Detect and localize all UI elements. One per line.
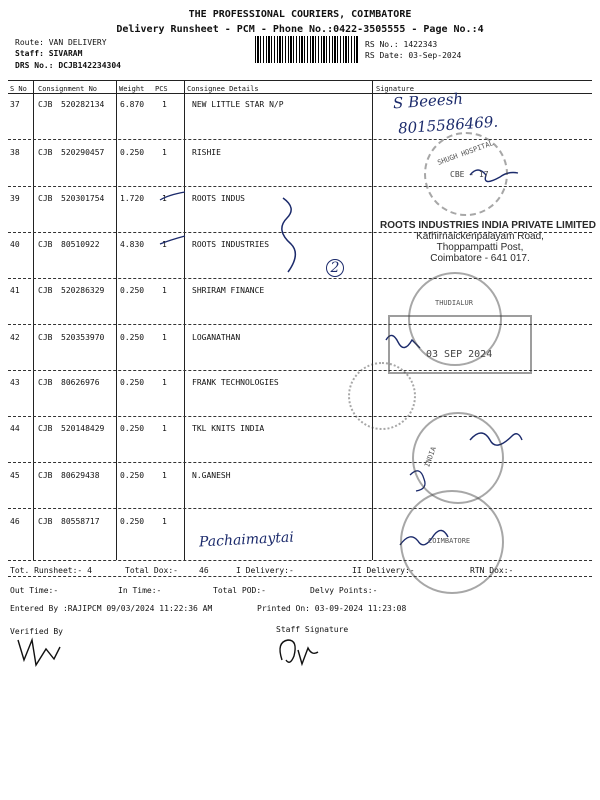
tot-runsheet: Tot. Runsheet:- 4 bbox=[10, 566, 92, 575]
row-consignee: ROOTS INDUS bbox=[192, 194, 245, 203]
hospital-stamp bbox=[424, 132, 508, 216]
row-consignment: 80558717 bbox=[61, 517, 100, 526]
row-weight: 0.250 bbox=[120, 517, 145, 526]
row-weight: 0.250 bbox=[120, 148, 145, 157]
row-consignee: LOGANATHAN bbox=[192, 333, 241, 342]
stamp-address-2: Thoppampatti Post, bbox=[436, 242, 524, 253]
handwritten-receiver: Pachaimaytai bbox=[198, 529, 295, 551]
stamp-address-3: Coimbatore - 641 017. bbox=[430, 253, 530, 264]
row-consignment: 520353970 bbox=[61, 333, 105, 342]
stamp-address-1: Kathirnaickenpalayam Road, bbox=[416, 231, 544, 242]
col-sno: S No bbox=[10, 85, 27, 93]
row-prefix: CJB bbox=[38, 240, 53, 249]
row-prefix: CJB bbox=[38, 471, 53, 480]
row-consignee: ROOTS INDUSTRIES bbox=[192, 240, 270, 249]
tick-mark bbox=[160, 192, 185, 200]
row-consignment: 520290457 bbox=[61, 148, 105, 157]
row-sno: 45 bbox=[10, 471, 20, 480]
route-label: Route: VAN DELIVERY bbox=[15, 38, 107, 47]
bracket-stroke bbox=[282, 198, 295, 272]
row-pcs: 1 bbox=[162, 471, 167, 480]
stamp-company: ROOTS INDUSTRIES INDIA PRIVATE LIMITED bbox=[380, 220, 596, 231]
row-sno: 38 bbox=[10, 148, 20, 157]
runsheet-title: Delivery Runsheet - PCM - Phone No.:0422-3505555 - Page No.:4 bbox=[116, 24, 484, 35]
row-consignment: 80626976 bbox=[61, 378, 100, 387]
row-prefix: CJB bbox=[38, 333, 53, 342]
row-pcs: 1 bbox=[162, 240, 167, 249]
stamp-cbe-text: CBE - 17 bbox=[450, 170, 489, 179]
coimbatore-stamp bbox=[400, 490, 504, 594]
delvy-points: Delvy Points:- bbox=[310, 586, 378, 595]
row-consignee: NEW LITTLE STAR N/P bbox=[192, 100, 284, 109]
drs-number: DRS No.: DCJB142234304 bbox=[15, 61, 121, 70]
row-consignee: RISHIE bbox=[192, 148, 221, 157]
staff-signature-label: Staff Signature bbox=[276, 625, 349, 634]
stamp-coimbatore-text: COIMBATORE bbox=[428, 537, 471, 545]
verifier-signature bbox=[18, 640, 60, 665]
row-consignment: 520148429 bbox=[61, 424, 105, 433]
row-sno: 39 bbox=[10, 194, 20, 203]
row-consignee: N.GANESH bbox=[192, 471, 231, 480]
row-weight: 0.250 bbox=[120, 333, 145, 342]
row-sno: 37 bbox=[10, 100, 20, 109]
row-pcs: 1 bbox=[162, 286, 167, 295]
ii-delivery: II Delivery:- bbox=[352, 566, 415, 575]
row-consignee: TKL KNITS INDIA bbox=[192, 424, 265, 433]
col-signature: Signature bbox=[376, 85, 414, 93]
row-pcs: 1 bbox=[162, 194, 167, 203]
printed-on: Printed On: 03-09-2024 11:23:08 bbox=[257, 604, 407, 613]
row-prefix: CJB bbox=[38, 286, 53, 295]
row-pcs: 1 bbox=[162, 517, 167, 526]
staff-label: Staff: SIVARAM bbox=[15, 49, 83, 58]
row-pcs: 1 bbox=[162, 100, 167, 109]
total-pod: Total POD:- bbox=[213, 586, 266, 595]
col-consignee: Consignee Details bbox=[187, 85, 259, 93]
row-weight: 4.830 bbox=[120, 240, 145, 249]
row-sno: 44 bbox=[10, 424, 20, 433]
faint-stamp bbox=[348, 362, 416, 430]
col-pcs: PCS bbox=[155, 85, 168, 93]
row-sno: 46 bbox=[10, 517, 20, 526]
row-weight: 0.250 bbox=[120, 378, 145, 387]
row-consignee: FRANK TECHNOLOGIES bbox=[192, 378, 279, 387]
row-pcs: 1 bbox=[162, 378, 167, 387]
row-prefix: CJB bbox=[38, 194, 53, 203]
tick-mark bbox=[160, 236, 185, 244]
row-sno: 40 bbox=[10, 240, 20, 249]
row-consignment: 520286329 bbox=[61, 286, 105, 295]
row-pcs: 1 bbox=[162, 333, 167, 342]
row-consignment: 80510922 bbox=[61, 240, 100, 249]
total-dox-value: 46 bbox=[199, 566, 209, 575]
row-prefix: CJB bbox=[38, 517, 53, 526]
row-prefix: CJB bbox=[38, 148, 53, 157]
rtn-dox: RTN Dox:- bbox=[470, 566, 514, 575]
company-stamp bbox=[380, 220, 596, 264]
entered-by: Entered By :RAJIPCM 09/03/2024 11:22:36 AM bbox=[10, 604, 213, 613]
handwritten-name: S Beeesh bbox=[392, 89, 464, 113]
row-prefix: CJB bbox=[38, 378, 53, 387]
verified-by-label: Verified By bbox=[10, 627, 63, 636]
row-sno: 41 bbox=[10, 286, 20, 295]
row-consignment: 520301754 bbox=[61, 194, 105, 203]
i-delivery: I Delivery:- bbox=[236, 566, 294, 575]
stamp-thudialur-text: THUDIALUR bbox=[435, 299, 473, 307]
date-stamp-text: 03 SEP 2024 bbox=[426, 349, 493, 360]
total-dox-label: Total Dox:- bbox=[125, 566, 178, 575]
row-weight: 0.250 bbox=[120, 424, 145, 433]
col-weight: Weight bbox=[119, 85, 145, 93]
row-weight: 1.720 bbox=[120, 194, 145, 203]
row-consignment: 520282134 bbox=[61, 100, 105, 109]
row-weight: 0.250 bbox=[120, 471, 145, 480]
handwritten-phone: 8015586469. bbox=[397, 112, 499, 138]
row-weight: 6.870 bbox=[120, 100, 145, 109]
out-time: Out Time:- bbox=[10, 586, 59, 595]
rs-number: RS No.: 1422343 bbox=[365, 40, 438, 49]
row-prefix: CJB bbox=[38, 424, 53, 433]
row-sno: 42 bbox=[10, 333, 20, 342]
circled-number: 2 bbox=[326, 259, 344, 277]
row-consignment: 80629438 bbox=[61, 471, 100, 480]
company-name: THE PROFESSIONAL COURIERS, COIMBATORE bbox=[188, 9, 412, 20]
date-stamp bbox=[388, 315, 532, 374]
col-consignment: Consignment No bbox=[38, 85, 98, 93]
in-time: In Time:- bbox=[118, 586, 162, 595]
rs-date: RS Date: 03-Sep-2024 bbox=[365, 51, 462, 60]
row-consignee: SHRIRAM FINANCE bbox=[192, 286, 265, 295]
row-prefix: CJB bbox=[38, 100, 53, 109]
stamp-india-text: INDIA bbox=[423, 445, 438, 469]
row-pcs: 1 bbox=[162, 148, 167, 157]
stamp-hospital-text: SHUGH HOSPITAL bbox=[436, 139, 495, 167]
row-sno: 43 bbox=[10, 378, 20, 387]
staff-signature bbox=[280, 640, 318, 664]
row-pcs: 1 bbox=[162, 424, 167, 433]
row-weight: 0.250 bbox=[120, 286, 145, 295]
